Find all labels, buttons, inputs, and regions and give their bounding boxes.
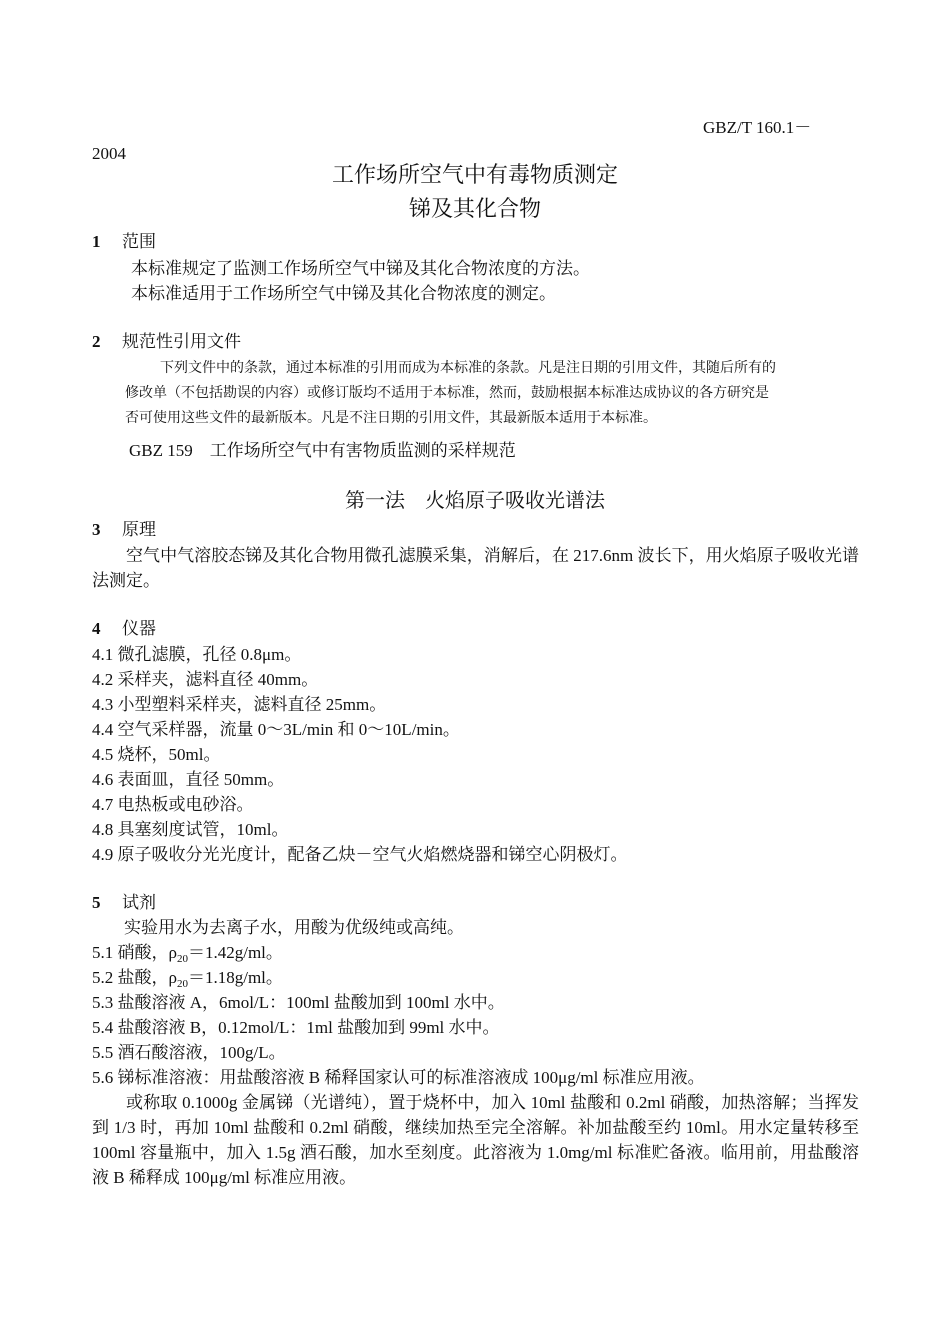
list-item: 5.4 盐酸溶液 B，0.12mol/L：1ml 盐酸加到 99ml 水中。: [92, 1018, 500, 1037]
standard-year: 2004: [92, 144, 126, 163]
standard-code: GBZ/T 160.1－: [703, 118, 812, 137]
paragraph-line: 本标准规定了监测工作场所空气中锑及其化合物浓度的方法。: [131, 259, 590, 278]
section-number: 2: [92, 332, 101, 351]
section-title: 试剂: [122, 893, 156, 912]
method-title: 第一法 火焰原子吸收光谱法: [345, 490, 605, 512]
section-4-heading: [92, 618, 156, 640]
section-5-heading: [92, 892, 156, 914]
list-item: 4.2 采样夹，滤料直径 40mm。: [92, 670, 319, 689]
item-label: 5.1 硝酸，ρ: [92, 943, 177, 962]
section-3-heading: [92, 519, 156, 541]
section-title: 范围: [122, 232, 156, 251]
list-item: 4.9 原子吸收分光光度计，配备乙炔－空气火焰燃烧器和锑空心阴极灯。: [92, 845, 628, 864]
list-item: 5.3 盐酸溶液 A，6mol/L：100ml 盐酸加到 100ml 水中。: [92, 993, 505, 1012]
list-item: 4.5 烧杯，50ml。: [92, 745, 221, 764]
list-item: 4.4 空气采样器，流量 0～3L/min 和 0～10L/min。: [92, 720, 460, 739]
list-item: [92, 967, 283, 995]
document-subtitle: 锑及其化合物: [408, 196, 541, 221]
density-subscript: 20: [176, 978, 188, 990]
paragraph-line: 否可使用这些文件的最新版本。凡是不注日期的引用文件，其最新版本适用于本标准。: [125, 411, 657, 426]
list-item: 4.7 电热板或电砂浴。: [92, 795, 254, 814]
section-number: 4: [92, 619, 101, 638]
list-item: 4.8 具塞刻度试管，10ml。: [92, 820, 289, 839]
list-item: 5.5 酒石酸溶液，100g/L。: [92, 1043, 286, 1062]
item-value: ＝1.18g/ml。: [187, 968, 283, 987]
section-title: 规范性引用文件: [122, 332, 241, 351]
paragraph-line: 下列文件中的条款，通过本标准的引用而成为本标准的条款。凡是注日期的引用文件，其随后所有的: [160, 361, 776, 376]
normative-reference: GBZ 159 工作场所空气中有害物质监测的采样规范: [129, 441, 516, 460]
paragraph-line: 本标准适用于工作场所空气中锑及其化合物浓度的测定。: [131, 284, 556, 303]
list-item: 5.6 锑标准溶液：用盐酸溶液 B 稀释国家认可的标准溶液成 100μg/ml 标准应用液。: [92, 1068, 705, 1087]
item-label: 5.2 盐酸，ρ: [92, 968, 177, 987]
section-number: 5: [92, 893, 101, 912]
density-subscript: 20: [176, 953, 188, 965]
list-item: 4.1 微孔滤膜，孔径 0.8μm。: [92, 645, 302, 664]
standard-solution-paragraph: 或称取 0.1000g 金属锑（光谱纯），置于烧杯中，加入 10ml 盐酸和 0.2ml 硝酸，加热溶解；当挥发到 1/3 时，再加 10ml 盐酸和 0.2ml 硝酸，继续加热至完全溶解。补加盐酸至约 10ml。用水定量转移至 100ml 容量瓶中，加入 1.5g 酒石酸，加水至刻度。此溶液为 1.0mg/ml 标准贮备液。临用前，用盐酸溶液 B 稀释成 100μg/ml 标准应用液。: [92, 1093, 859, 1187]
section-number: 3: [92, 520, 101, 539]
item-value: ＝1.42g/ml。: [187, 943, 283, 962]
section-1-heading: [92, 231, 156, 253]
section-number: 1: [92, 232, 101, 251]
list-item: [92, 942, 283, 970]
list-item: 4.3 小型塑料采样夹，滤料直径 25mm。: [92, 695, 387, 714]
principle-paragraph: 空气中气溶胶态锑及其化合物用微孔滤膜采集，消解后，在 217.6nm 波长下，用火焰原子吸收光谱法测定。: [92, 546, 859, 590]
section-title: 仪器: [122, 619, 156, 638]
section-title: 原理: [122, 520, 156, 539]
paragraph-line: 修改单（不包括勘误的内容）或修订版均不适用于本标准，然而，鼓励根据本标准达成协议的各方研究是: [125, 386, 769, 401]
reagent-intro: 实验用水为去离子水，用酸为优级纯或高纯。: [124, 918, 464, 937]
document-title: 工作场所空气中有毒物质测定: [331, 162, 618, 187]
list-item: 4.6 表面皿，直径 50mm。: [92, 770, 285, 789]
section-2-heading: [92, 331, 241, 353]
